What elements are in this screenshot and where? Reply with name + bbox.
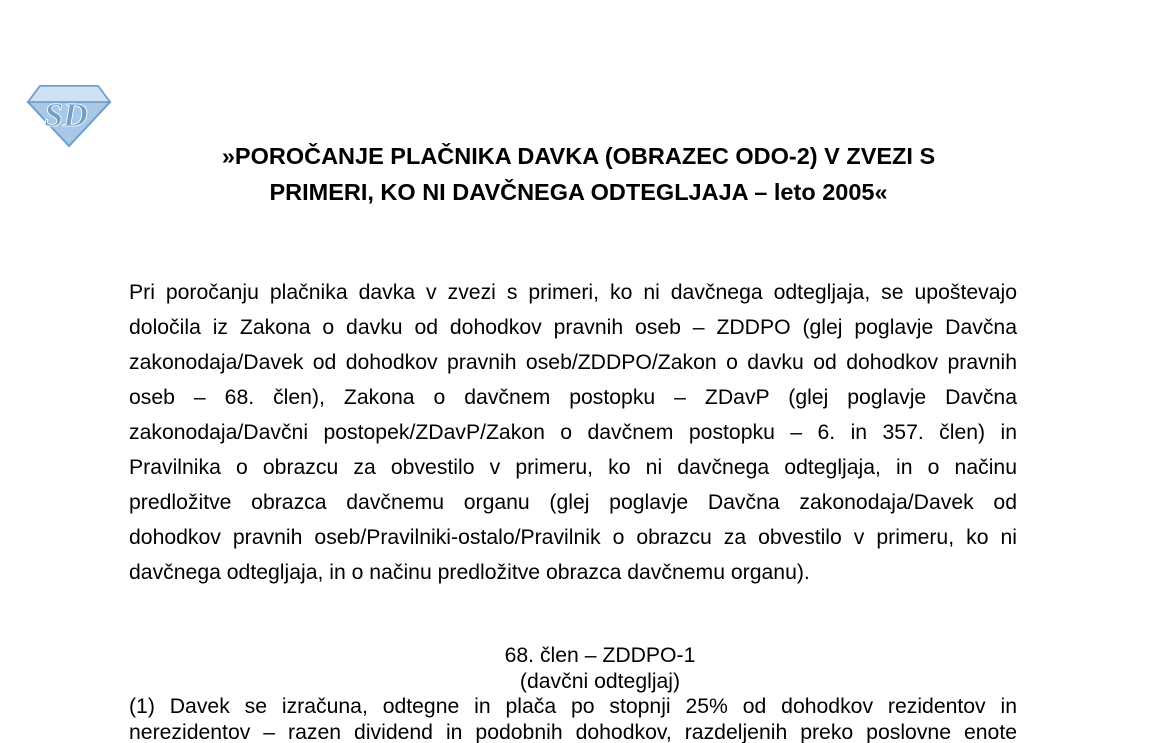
article-line: (1) Davek se izračuna, odtegne in plača po stopnji 25% od dohodkov rezidentov in	[129, 695, 1017, 718]
intro-line: zakonodaja/Davčni postopek/ZDavP/Zakon o davčnem postopku – 6. in 357. člen) in	[129, 421, 1017, 444]
intro-line: oseb – 68. člen), Zakona o davčnem postopku – ZDavP (glej poglavje Davčna	[129, 386, 1017, 409]
intro-line: Pravilnika o obrazcu za obvestilo v primeru, ko ni davčnega odtegljaja, in o načinu	[129, 456, 1017, 479]
intro-line: davčnega odtegljaja, in o načinu predložitve obrazca davčnemu organu).	[129, 561, 810, 584]
article-subheading: (davčni odtegljaj)	[519, 670, 681, 693]
article-line: nerezidentov – razen dividend in podobnih dohodkov, razdeljenih preko poslovne enote	[129, 721, 1017, 743]
intro-paragraph	[129, 275, 1017, 590]
article-paragraph	[129, 694, 1017, 743]
intro-line: zakonodaja/Davek od dohodkov pravnih oseb/ZDDPO/Zakon o davku od dohodkov pravnih	[129, 351, 1017, 374]
intro-line: dohodkov pravnih oseb/Pravilniki-ostalo/Pravilnik o obrazcu za obvestilo v primeru, ko ni	[129, 526, 1017, 549]
intro-line: Pri poročanju plačnika davka v zvezi s primeri, ko ni davčnega odtegljaja, se upoštevajo	[129, 281, 1017, 304]
title-line-1: »POROČANJE PLAČNIKA DAVKA (OBRAZEC ODO-2) V ZVEZI S	[221, 143, 936, 169]
title-line-2: PRIMERI, KO NI DAVČNEGA ODTEGLJAJA – leto 2005«	[269, 179, 888, 205]
intro-line: predložitve obrazca davčnemu organu (glej poglavje Davčna zakonodaja/Davek od	[129, 491, 1017, 514]
intro-line: določila iz Zakona o davku od dohodkov pravnih oseb – ZDDPO (glej poglavje Davčna	[129, 316, 1017, 339]
document-title	[0, 138, 1157, 210]
article-heading: 68. člen – ZDDPO-1	[504, 644, 696, 667]
logo-text: SD	[44, 97, 88, 134]
